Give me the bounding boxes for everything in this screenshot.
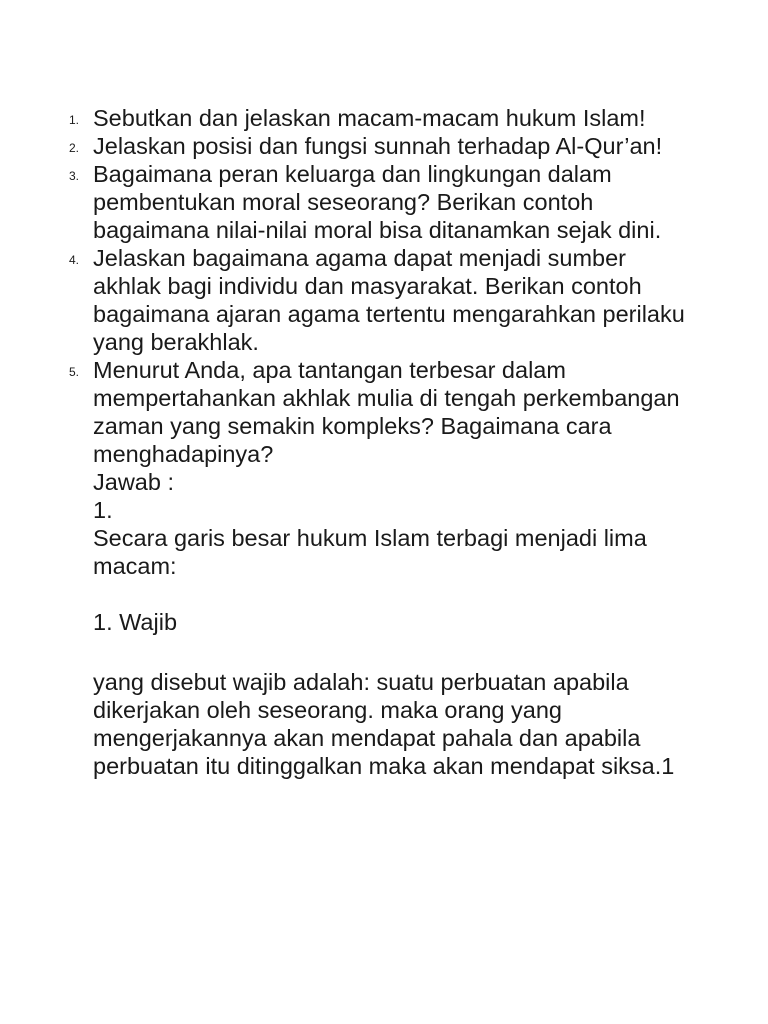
question-list <box>69 104 693 468</box>
answer-subheading: 1. Wajib <box>93 609 178 635</box>
question-item-4 <box>69 244 693 356</box>
answer-paragraph: yang disebut wajib adalah: suatu perbuatan apabila dikerjakan oleh seseorang. maka orang yang mengerjakannya akan mendapat pahala dan apabila perbuatan itu ditinggalkan maka akan mendapat siksa.1 <box>93 669 675 779</box>
question-item-1 <box>69 104 693 132</box>
question-item-2 <box>69 132 693 160</box>
question-text: Menurut Anda, apa tantangan terbesar dalam mempertahankan akhlak mulia di tengah perkembangan zaman yang semakin kompleks? Bagaimana cara menghadapinya? <box>93 357 680 467</box>
question-number: 1. <box>69 113 80 127</box>
question-item-5 <box>69 356 693 468</box>
answer-intro: Secara garis besar hukum Islam terbagi menjadi lima macam: <box>93 525 647 579</box>
answer-number: 1. <box>93 497 113 523</box>
question-number: 5. <box>69 365 80 379</box>
question-text: Bagaimana peran keluarga dan lingkungan dalam pembentukan moral seseorang? Berikan contoh bagaimana nilai-nilai moral bisa ditanamkan sejak dini. <box>93 161 662 243</box>
question-number: 2. <box>69 141 80 155</box>
question-text: Sebutkan dan jelaskan macam-macam hukum Islam! <box>93 105 646 131</box>
answer-heading: Jawab : <box>93 469 174 495</box>
document-content <box>69 104 693 780</box>
question-number: 4. <box>69 253 80 267</box>
question-text: Jelaskan posisi dan fungsi sunnah terhadap Al-Qur’an! <box>93 133 663 159</box>
question-text: Jelaskan bagaimana agama dapat menjadi sumber akhlak bagi individu dan masyarakat. Berikan contoh bagaimana ajaran agama tertentu mengarahkan perilaku yang berakhlak. <box>93 245 685 355</box>
question-number: 3. <box>69 169 80 183</box>
question-item-3 <box>69 160 693 244</box>
